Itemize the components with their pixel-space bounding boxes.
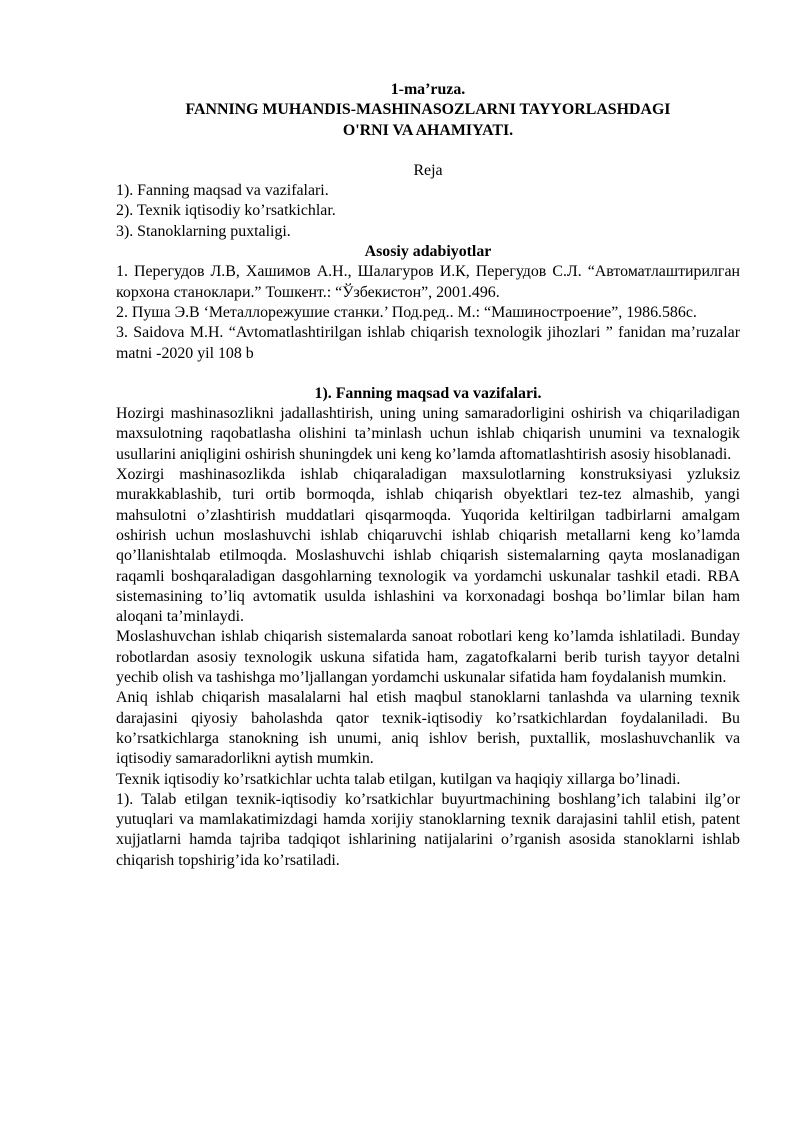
literature-item-3: 3. Saidova M.H. “Avtomatlashtirilgan ishlab chiqarish texnologik jihozlari ” fanidan ma’ruzalar matni -2020 yil 108 b bbox=[116, 324, 740, 362]
spacer bbox=[116, 364, 740, 384]
paragraph-4: Aniq ishlab chiqarish masalalarni hal etish maqbul stanoklarni tanlashda va ularning texnik darajasini qiyosiy baholashda qator texnik-iqtisodiy ko’rsatkichlardan foydalaniladi. Bu ko’rsatkichlarga stanokning ish unumi, aniq ishlov berish, puxtallik, moslashuvchanlik va iqtisodiy samaradorlikni aytish mumkin. bbox=[116, 689, 740, 768]
spacer bbox=[116, 141, 740, 161]
plan-item-2: 2). Texnik iqtisodiy ko’rsatkichlar. bbox=[116, 202, 336, 220]
paragraph-3: Moslashuvchan ishlab chiqarish sistemalarda sanoat robotlari keng ko’lamda ishlatiladi. Bunday robotlardan asosiy texnologik uskuna sifatida ham, zagatofkalarni berib turish tayyor detalni yechib olish va tashishga mo’ljallangan yordamchi uskunalar sifatida ham foydalanish mumkin. bbox=[116, 628, 740, 687]
plan-item-1: 1). Fanning maqsad va vazifalari. bbox=[116, 182, 329, 200]
literature-item-2: 2. Пуша Э.В ‘Металлорежушие станки.’ Под.ред.. М.: “Машиностроение”, 1986.586с. bbox=[116, 303, 697, 321]
paragraph-5: Texnik iqtisodiy ko’rsatkichlar uchta talab etilgan, kutilgan va haqiqiy xillarga bo’linadi. bbox=[116, 770, 681, 788]
paragraph-2: Xozirgi mashinasozlikda ishlab chiqaraladigan maxsulotlarning konstruksiyasi yzluksiz murakkablashib, turi ortib bormoqda, ishlab chiqarish obyektlari tez-tez almashib, yangi mahsulotni o’zlashtirish muddatlari qisqarmoqda. Yuqorida keltirilgan tadbirlarni amalgam oshirish uchun moslashuvchi ishlab chiqaruvchi ishlab chiqarish metallarni keng ko’lamda qo’llanishtalab etilmoqda. Moslashuvchi ishlab chiqarish sistemalarning qayta moslanadigan raqamli boshqaraladigan dasgohlarning texnologik va yordamchi uskunalar tashkil etadi. RBA sistemasining to’liq avtomatik usulda ishlashini va korxonadagi boshqa bo’limlar bilan ham aloqani ta’minlaydi. bbox=[116, 466, 740, 626]
paragraph-1: Hozirgi mashinasozlikni jadallashtirish, uning uning samaradorligini oshirish va chiqariladigan maxsulotning raqobatlasha olishini ta’minlash uchun ishlab chiqarish unumini va texnalogik usullarini aniqligini oshirish shuningdek uni keng ko’lamda aftomatlashtirish asosiy hisoblanadi. bbox=[116, 405, 740, 463]
document-title-line-1: FANNING MUHANDIS-MASHINASOZLARNI TAYYORLASHDAGI bbox=[185, 101, 671, 119]
section-1-heading: 1). Fanning maqsad va vazifalari. bbox=[314, 384, 542, 402]
plan-item-3: 3). Stanoklarning puxtaligi. bbox=[116, 222, 291, 240]
literature-item-1: 1. Перегудов Л.В, Хашимов А.Н., Шалагуров И.К, Перегудов С.Л. “Автоматлаштирилган корхона станоклари.” Тошкент.: “Ўзбекистон”, 2001.496. bbox=[116, 263, 740, 301]
document-page bbox=[116, 80, 740, 871]
lecture-number: 1-ma’ruza. bbox=[390, 81, 466, 98]
paragraph-6: 1). Talab etilgan texnik-iqtisodiy ko’rsatkichlar buyurtmachining boshlang’ich talabini ilg’or yutuqlari va mamlakatimizdagi hamda xorijiy stanoklarning texnik darajasini tahlil etish, patent xujjatlarni hamda tajriba tadqiqot ishlarining natijalarini o’rganish asosida stanoklarni ishlab chiqarish topshirig’ida ko’rsatiladi. bbox=[116, 790, 740, 869]
document-title-line-2: O'RNI VA AHAMIYATI. bbox=[342, 121, 514, 139]
plan-heading: Reja bbox=[413, 161, 443, 179]
literature-heading: Asosiy adabiyotlar bbox=[364, 243, 492, 261]
